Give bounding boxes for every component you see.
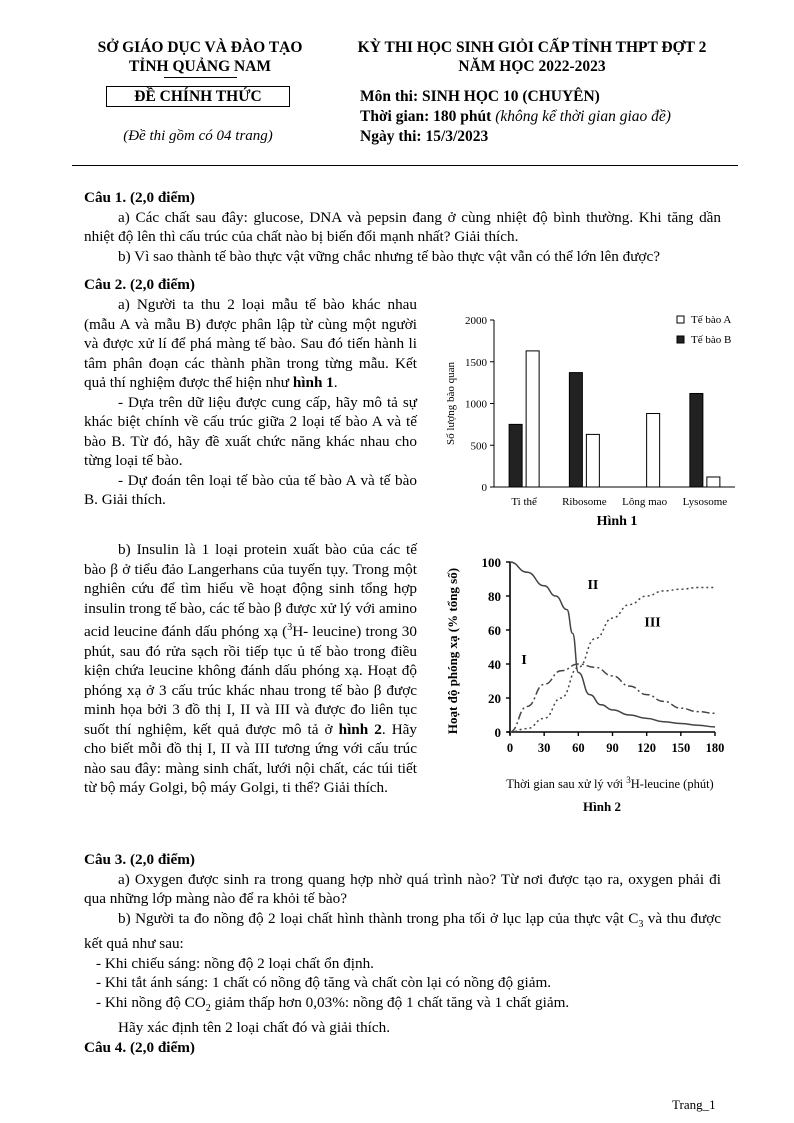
department-name: SỞ GIÁO DỤC VÀ ĐÀO TẠO TỈNH QUẢNG NAM [97,39,303,75]
time-line: Thời gian: 180 phút (không kể thời gian giao đề) [360,108,671,125]
question-1-title: Câu 1. (2,0 điểm) [84,189,195,206]
y-axis-label: Hoạt độ phóng xạ (% tổng số) [445,567,460,735]
legend-swatch [677,316,684,323]
question-3-title: Câu 3. (2,0 điểm) [84,851,195,868]
x-tick-label: 120 [637,741,657,755]
y-axis-label: Số lượng bào quan [445,362,457,445]
figure-1-plot [445,314,735,529]
y-tick-label: 1500 [465,356,487,369]
y-tick-label: 20 [488,691,501,706]
question-3b-bullet-3: - Khi nồng độ $CO_2$ giảm thấp hơn 0,03%: nồng độ 1 chất tăng và 1 chất giảm. [96,993,570,1014]
x-tick-label: 0 [506,741,514,755]
series-label: III [644,615,661,631]
x-tick-label: 150 [671,741,691,755]
question-1a: a) Các chất sau đây: glucose, DNA và pepsin đang ở cùng nhiệt độ bình thường. Khi tăng dần nhiệt độ lên thì cấu trúc của chất nào bị biến đổi mạnh nhất? Giải thích. [84,208,721,245]
y-tick-label: 1000 [465,398,487,411]
question-3b-intro: b) Người ta đo nồng độ 2 loại chất hình thành trong pha tối ở lục lạp của thực vật $C_3$ và thu được kết quả như sau: [84,909,721,953]
question-2b: b) Insulin là 1 loại protein xuất bào của các tế bào β ở tiểu đảo Langerhans của tuyến tụy. Trong một nghiên cứu để tìm hiểu về hoạt động sinh tổng hợp insulin trong tế bào, các tế bào β được xử lý với amino acid leucine đánh dấu phóng xạ ($^3$H- leucine) trong 30 phút, sau đó rửa sạch rồi tiếp tục ủ tế bào trong điều kiện chứa leucine không đánh dấu phóng xạ. Hoạt độ phóng xạ ở 3 cấu trúc khác nhau trong tế bào β được minh họa bởi 3 đồ thị I, II và III và được đo liên tục suốt thí nghiệm, kết quả được mô tả ở hình 2. Hãy cho biết mỗi đồ thị I, II và III tương ứng với cấu trúc nào sau đây: màng sinh chất, lưới nội chất, các túi tiết từ bộ máy Golgi, bộ máy Golgi, ti thể? Giải thích. [84,541,417,797]
question-3b-bullet-1: - Khi chiếu sáng: nồng độ 2 loại chất ổn định. [96,954,374,972]
question-2a: a) Người ta thu 2 loại mẫu tế bào khác nhau (mẫu A và mẫu B) được phân lập từ cùng một người và được xử lí để phá màng tế bào. Sau đó tiến hành li tâm phân đoạn các thành phần trong từng mẫu. Kết quả thí nghiệm được thể hiện như hình 1. - Dựa trên dữ liệu được cung cấp, hãy mô tả sự khác biệt chính về cấu trúc giữa 2 loại tế bào A và tế bào B. Từ đó, hãy đề xuất chức năng khác nhau cho từng loại tế bào. - Dự đoán tên loại tế bào của tế bào A và tế bào B. Giải thích. [84,296,417,508]
question-2a-bullet-2: - Dự đoán tên loại tế bào của tế bào A và tế bào B. Giải thích. [84,471,417,508]
y-tick-label: 100 [481,555,501,570]
bar [526,351,539,487]
bar [690,393,703,487]
series-line [510,664,715,732]
figure-2-plot [445,555,724,814]
question-1b: b) Vì sao thành tế bào thực vật vững chắc nhưng tế bào thực vật vẫn có thể lớn lên được? [118,247,660,265]
y-tick-label: 60 [488,623,501,638]
question-1 [84,188,721,266]
question-3a: a) Oxygen được sinh ra trong quang hợp nhờ quá trình nào? Từ nơi được tạo ra, oxygen phải đi qua những lớp màng nào để ra khỏi tế bào? [84,870,721,907]
bar [586,434,599,487]
question-2a-bullet-1: - Dựa trên dữ liệu được cung cấp, hãy mô tả sự khác biệt chính về cấu trúc giữa 2 loại tế bào A và tế bào B. Từ đó, hãy đề xuất chức năng khác nhau cho từng loại tế bào. [84,393,417,469]
x-tick-label: 60 [572,741,585,755]
y-tick-label: 2000 [465,315,487,327]
official-badge: ĐỀ CHÍNH THỨC [106,86,290,107]
x-tick-label: 180 [705,741,725,755]
figure-caption: Hình 1 [596,514,638,529]
y-tick-label: 80 [488,589,501,604]
x-axis-label: Thời gian sau xử lý với $^3$H-leucine (phút) [506,775,714,791]
pages-note: (Đề thi gồm có 04 trang) [123,128,273,144]
figure-2-line-chart [430,540,730,820]
question-3b-ask: Hãy xác định tên 2 loại chất đó và giải thích. [118,1019,391,1037]
figure-caption: Hình 2 [583,799,621,814]
question-3 [84,850,721,1038]
legend-label: Tế bào B [691,334,732,346]
question-2-title: Câu 2. (2,0 điểm) [84,276,195,293]
legend-swatch [677,336,684,343]
y-tick-label: 0 [481,482,487,494]
y-tick-label: 0 [494,725,501,740]
bar [647,414,660,487]
page-number: Trang_1 [672,1097,716,1112]
subject-label: Môn thi: SINH HỌC 10 (CHUYÊN) [360,88,600,105]
legend-label: Tế bào A [691,314,732,326]
x-tick-label: Lông mao [622,496,668,508]
question-3b-bullet-2: - Khi tắt ánh sáng: 1 chất có nồng độ tăng và chất còn lại có nồng độ giảm. [96,974,552,992]
question-4-title: Câu 4. (2,0 điểm) [84,1039,195,1056]
x-tick-label: Lysosome [682,496,728,508]
bar [509,424,522,487]
underline-rule [164,77,237,78]
series-label: II [587,578,599,594]
x-tick-label: Ti thể [511,496,537,508]
bar [707,477,720,487]
bar [569,373,582,487]
figure-1-bar-chart [430,300,750,530]
x-tick-label: 30 [537,741,551,755]
exam-title: KỲ THI HỌC SINH GIỎI CẤP TỈNH THPT ĐỢT 2 NĂM HỌC 2022-2023 [357,39,707,75]
date-label: Ngày thi: 15/3/2023 [360,128,489,145]
y-tick-label: 40 [488,657,501,672]
series-label: I [521,653,527,668]
x-tick-label: Ribosome [562,496,607,508]
x-tick-label: 90 [606,741,619,755]
header-divider [72,165,738,166]
series-line [510,562,715,727]
y-tick-label: 500 [470,440,487,453]
exam-info [360,87,671,147]
